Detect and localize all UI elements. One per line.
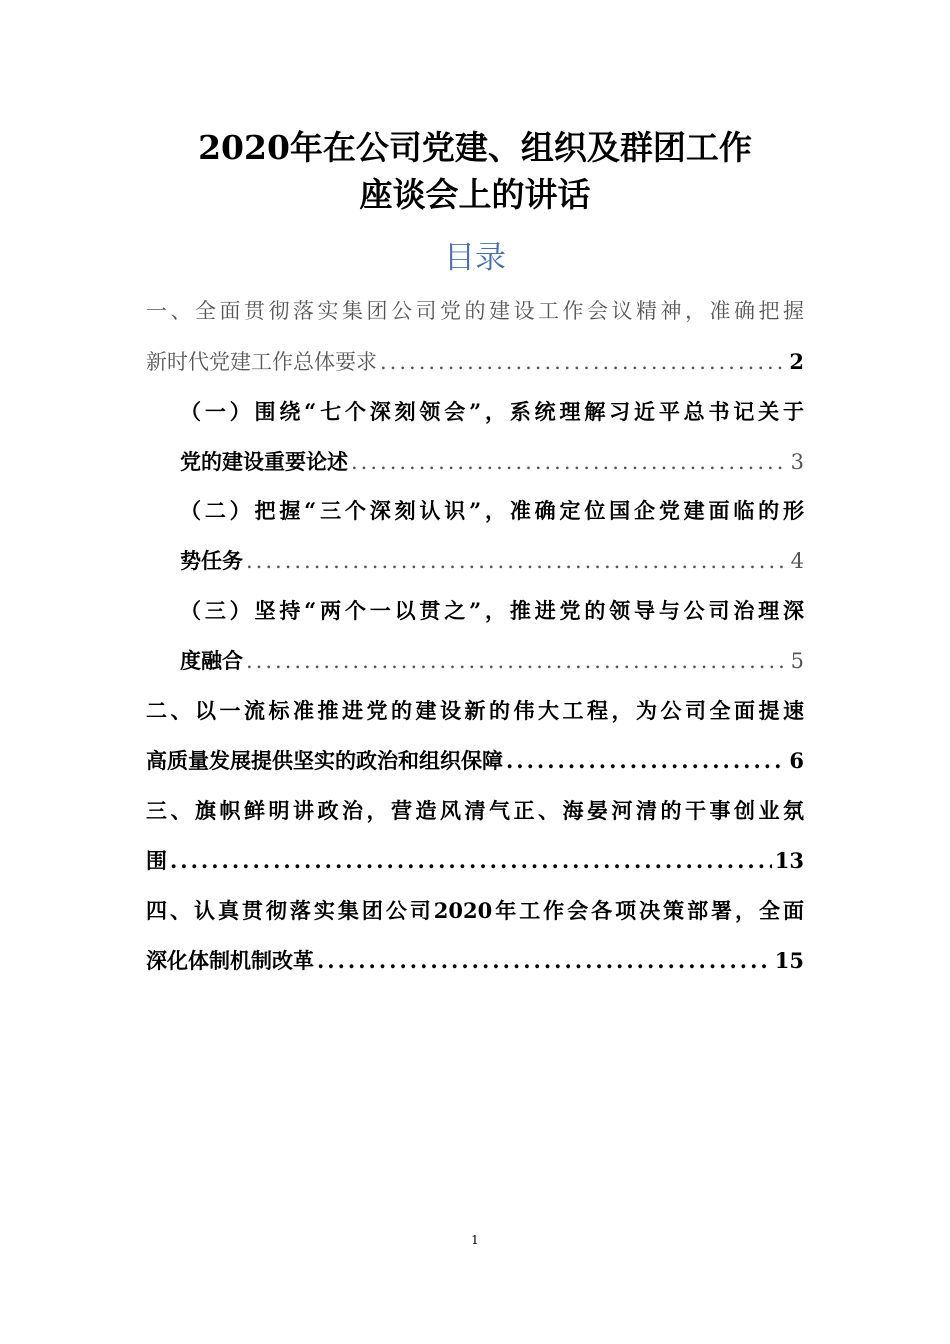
- toc-entry-3-text-cont: 势任务: [180, 548, 243, 573]
- toc-entry-7-text: 四、认真贯彻落实集团公司2020年工作会各项决策部署，全面: [146, 898, 804, 923]
- toc-entry-5-page: 6: [789, 748, 804, 773]
- document-title-line2: 座谈会上的讲话: [359, 175, 591, 214]
- toc-entry-3-text: （二）把握“三个深刻认识”，准确定位国企党建面临的形: [180, 498, 804, 523]
- toc-entry-3-line1[interactable]: [180, 500, 804, 521]
- toc-entry-6-line2[interactable]: [146, 850, 804, 871]
- toc-entry-5-line1[interactable]: [146, 700, 804, 721]
- toc-entry-2-text: （一）围绕“七个深刻领会”，系统理解习近平总书记关于: [180, 399, 804, 424]
- toc-entry-6-line1[interactable]: [146, 800, 804, 821]
- toc-entry-4-line1[interactable]: [180, 600, 804, 621]
- toc-entry-5-line2[interactable]: [146, 750, 804, 771]
- toc-entry-3-line2[interactable]: [180, 550, 804, 572]
- toc-entry-7-text-cont: 深化体制机制改革: [146, 948, 314, 973]
- toc-leader-dots: [351, 452, 788, 473]
- toc-entry-4-text: （三）坚持“两个一以贯之”，推进党的领导与公司治理深: [180, 598, 804, 623]
- toc-entry-6-text: 三、旗帜鲜明讲政治，营造风清气正、海晏河清的干事创业氛: [146, 798, 804, 823]
- toc-entry-5-text: 二、以一流标准推进党的建设新的伟大工程，为公司全面提速: [146, 698, 804, 723]
- toc-entry-1-line2[interactable]: [146, 351, 804, 373]
- toc-heading: 目录: [444, 240, 506, 276]
- toc-leader-dots: [246, 551, 788, 572]
- page-number: 1: [471, 1233, 479, 1247]
- toc-entry-7-line1[interactable]: [146, 900, 804, 921]
- toc-entry-2-text-cont: 党的建设重要论述: [180, 449, 348, 474]
- toc-entry-4-text-cont: 度融合: [180, 648, 243, 673]
- toc-entry-6-text-cont: 围: [146, 848, 167, 873]
- toc-entry-5-text-cont: 高质量发展提供坚实的政治和组织保障: [146, 748, 503, 773]
- toc-entry-7-page: 15: [774, 948, 804, 973]
- toc-entry-2-line2[interactable]: [180, 451, 804, 473]
- toc-entry-7-line2[interactable]: [146, 950, 804, 971]
- toc-leader-dots: [317, 950, 772, 971]
- toc-entry-1-line1[interactable]: [146, 301, 804, 322]
- toc-leader-dots: [246, 651, 788, 672]
- toc-leader-dots: [170, 850, 772, 871]
- toc-entry-2-page: 3: [790, 450, 804, 474]
- document-title-line1: 2020年在公司党建、组织及群团工作: [198, 128, 752, 167]
- toc-entry-1-text-cont: 新时代党建工作总体要求: [146, 350, 377, 374]
- toc-entry-3-page: 4: [790, 549, 804, 573]
- toc-entry-4-line2[interactable]: [180, 650, 804, 672]
- toc-leader-dots: [506, 750, 786, 771]
- toc-entry-1-text: 一、全面贯彻落实集团公司党的建设工作会议精神，准确把握: [146, 299, 804, 323]
- toc-entry-4-page: 5: [790, 649, 804, 673]
- toc-entry-6-page: 13: [774, 848, 804, 873]
- toc-entry-2-line1[interactable]: [180, 401, 804, 422]
- toc-leader-dots: [380, 352, 786, 373]
- toc-entry-1-page: 2: [789, 349, 804, 374]
